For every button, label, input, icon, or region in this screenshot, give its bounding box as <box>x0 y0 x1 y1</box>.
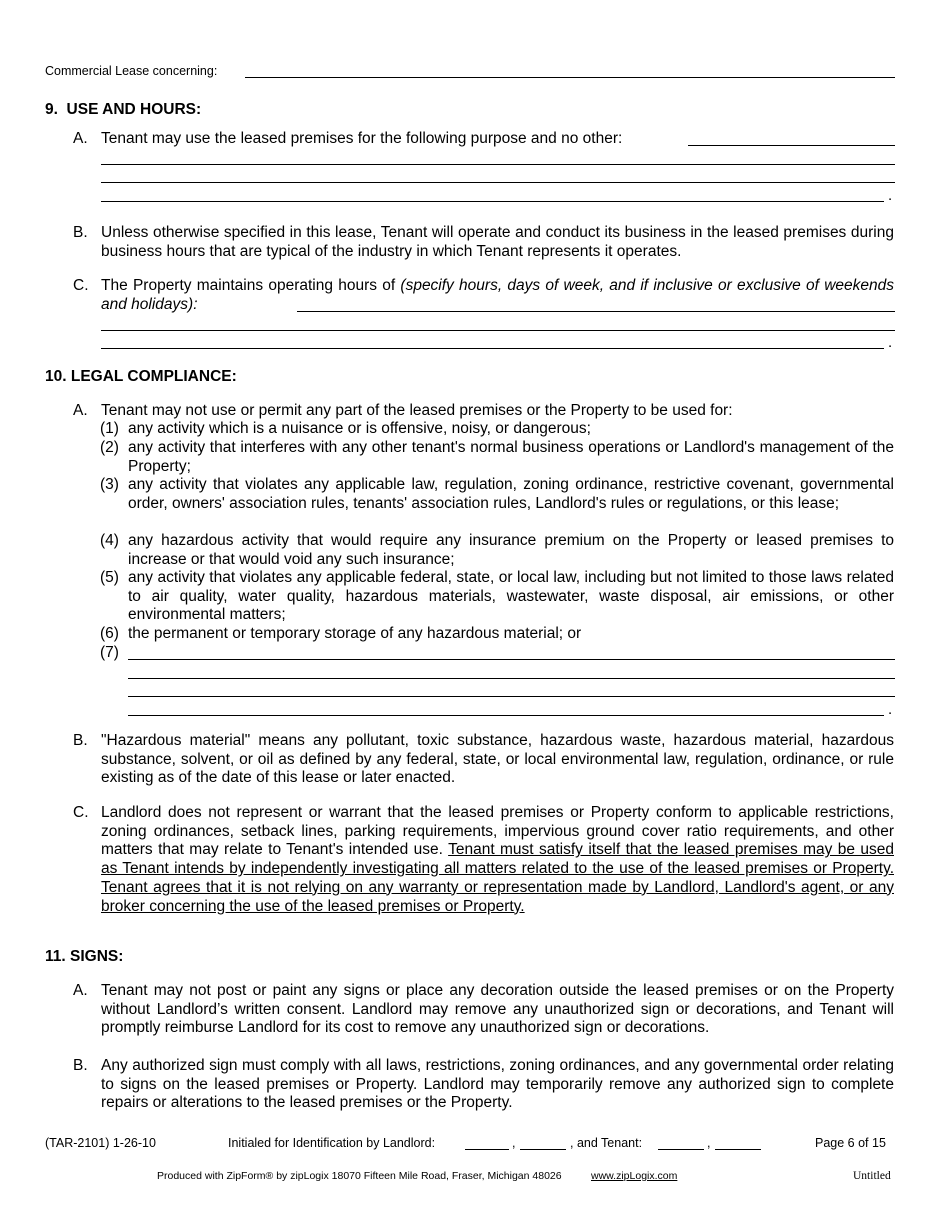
s11-b-text: Any authorized sign must comply with all laws, restrictions, zoning ordinances, and any governmental order relating to signs on the leased premises or Property. Landlord may temporarily remove any authorized sign to complete repairs or alterations to the leased premises or the Property. <box>101 1057 894 1112</box>
item-text: the permanent or temporary storage of any hazardous material; or <box>128 625 582 642</box>
s9-a-letter: A. <box>73 130 88 147</box>
s10-c-plain: Landlord does not represent or warrant that the leased premises or Property conform to applicable restrictions, zoning ordinances, setback lines, parking requirements, impervious ground cover ratio requirements, and other matters that may relate to Tenant's intended use. <box>101 804 894 859</box>
and-tenant-label: , and Tenant: <box>570 1136 643 1150</box>
item-number: (1) <box>100 420 119 437</box>
landlord-initial-1[interactable] <box>465 1149 509 1150</box>
item-text: any activity that violates any applicable law, regulation, zoning ordinance, restrictive covenant, governmental order, owners' association rules, tenants' association rules, Landlord's rules or regulations, or this lease; <box>128 476 894 512</box>
tenant-initial-2[interactable] <box>715 1149 761 1150</box>
s9-a-text: Tenant may use the leased premises for the following purpose and no other: <box>101 130 623 147</box>
hours-line-1[interactable] <box>297 311 895 312</box>
item-number: (7) <box>100 644 119 661</box>
s10-c-underlined: Tenant must satisfy itself that the leased premises may be used as Tenant intends by independently investigating all matters related to the use of the leased premises or Property. Tenant agrees that it is not relying on any warranty or representation made by Landlord, Landlord's agent, or any broker concerning the use of the leased premises or Property. <box>101 841 894 915</box>
use-purpose-line-1[interactable] <box>688 145 895 146</box>
s9-c-plain: The Property maintains operating hours of <box>101 277 396 294</box>
item-number: (4) <box>100 532 119 549</box>
item-text: any activity that interferes with any other tenant's normal business operations or Landlord's management of the Property; <box>128 439 894 475</box>
hours-line-2[interactable] <box>101 330 895 331</box>
period: . <box>888 701 893 718</box>
comma: , <box>512 1136 516 1150</box>
header-label: Commercial Lease concerning: <box>45 64 218 78</box>
s11-b-letter: B. <box>73 1057 88 1074</box>
section-9-title: 9. USE AND HOURS: <box>45 101 202 118</box>
s10-b-text: "Hazardous material" means any pollutant, toxic substance, hazardous waste, hazardous material, hazardous substance, solvent, or oil as defined by any federal, state, or local environmental law, regulation, ordinance, or rule existing as of the date of this lease or later enacted. <box>101 732 894 787</box>
use-purpose-line-3[interactable] <box>101 182 895 183</box>
website-link[interactable]: www.zipLogix.com <box>591 1170 678 1182</box>
s11-a-text: Tenant may not post or paint any signs or place any decoration outside the leased premises or on the Property without Landlord’s written consent. Landlord may remove any unauthorized sign or decorations, and Tenant will promptly reimburse Landlord for its cost to remove any unauthorized sign or decorations. <box>101 982 894 1037</box>
period: . <box>888 334 893 351</box>
landlord-initial-2[interactable] <box>520 1149 566 1150</box>
other-use-line-2[interactable] <box>128 678 895 679</box>
s9-c-italic: (specify hours, days of week, and if inclusive or exclusive of weekends and holidays): <box>101 277 894 313</box>
page-number: Page 6 of 15 <box>815 1136 886 1150</box>
form-id: (TAR-2101) 1-26-10 <box>45 1136 156 1150</box>
s10-c-text <box>101 804 894 916</box>
s9-b-letter: B. <box>73 224 88 241</box>
use-purpose-line-2[interactable] <box>101 164 895 165</box>
other-use-line-1[interactable] <box>128 659 895 660</box>
s9-c-text <box>101 277 894 314</box>
period: . <box>888 187 893 204</box>
property-address-line[interactable] <box>245 77 895 78</box>
s10-a-letter: A. <box>73 402 88 419</box>
item-number: (3) <box>100 476 119 493</box>
s10-b-letter: B. <box>73 732 88 749</box>
item-number: (2) <box>100 439 119 456</box>
item-number: (5) <box>100 569 119 586</box>
s11-a-letter: A. <box>73 982 88 999</box>
comma: , <box>707 1136 711 1150</box>
s9-b-text: Unless otherwise specified in this lease, Tenant will operate and conduct its business in the leased premises during business hours that are typical of the industry in which Tenant represents it operates. <box>101 224 894 260</box>
s9-c-letter: C. <box>73 277 89 294</box>
produced-by: Produced with ZipForm® by zipLogix 18070 Fifteen Mile Road, Fraser, Michigan 48026 <box>157 1170 562 1182</box>
item-number: (6) <box>100 625 119 642</box>
hours-line-3[interactable] <box>101 348 884 349</box>
section-10-title: 10. LEGAL COMPLIANCE: <box>45 368 237 385</box>
initialed-label: Initialed for Identification by Landlord: <box>228 1136 436 1150</box>
use-purpose-line-4[interactable] <box>101 201 884 202</box>
s10-a-text: Tenant may not use or permit any part of the leased premises or the Property to be used for: <box>101 402 733 419</box>
other-use-line-4[interactable] <box>128 715 884 716</box>
other-use-line-3[interactable] <box>128 696 895 697</box>
section-11-title: 11. SIGNS: <box>45 948 124 965</box>
item-text: any hazardous activity that would require any insurance premium on the Property or leased premises to increase or that would void any such insurance; <box>128 532 894 568</box>
s10-c-letter: C. <box>73 804 89 821</box>
item-text: any activity which is a nuisance or is offensive, noisy, or dangerous; <box>128 420 591 437</box>
tenant-initial-1[interactable] <box>658 1149 704 1150</box>
item-text: any activity that violates any applicable federal, state, or local law, including but not limited to those laws related to air quality, water quality, hazardous materials, wastewater, waste disposal, air emissions, or other environmental matters; <box>128 569 894 624</box>
untitled-label: Untitled <box>853 1170 891 1182</box>
